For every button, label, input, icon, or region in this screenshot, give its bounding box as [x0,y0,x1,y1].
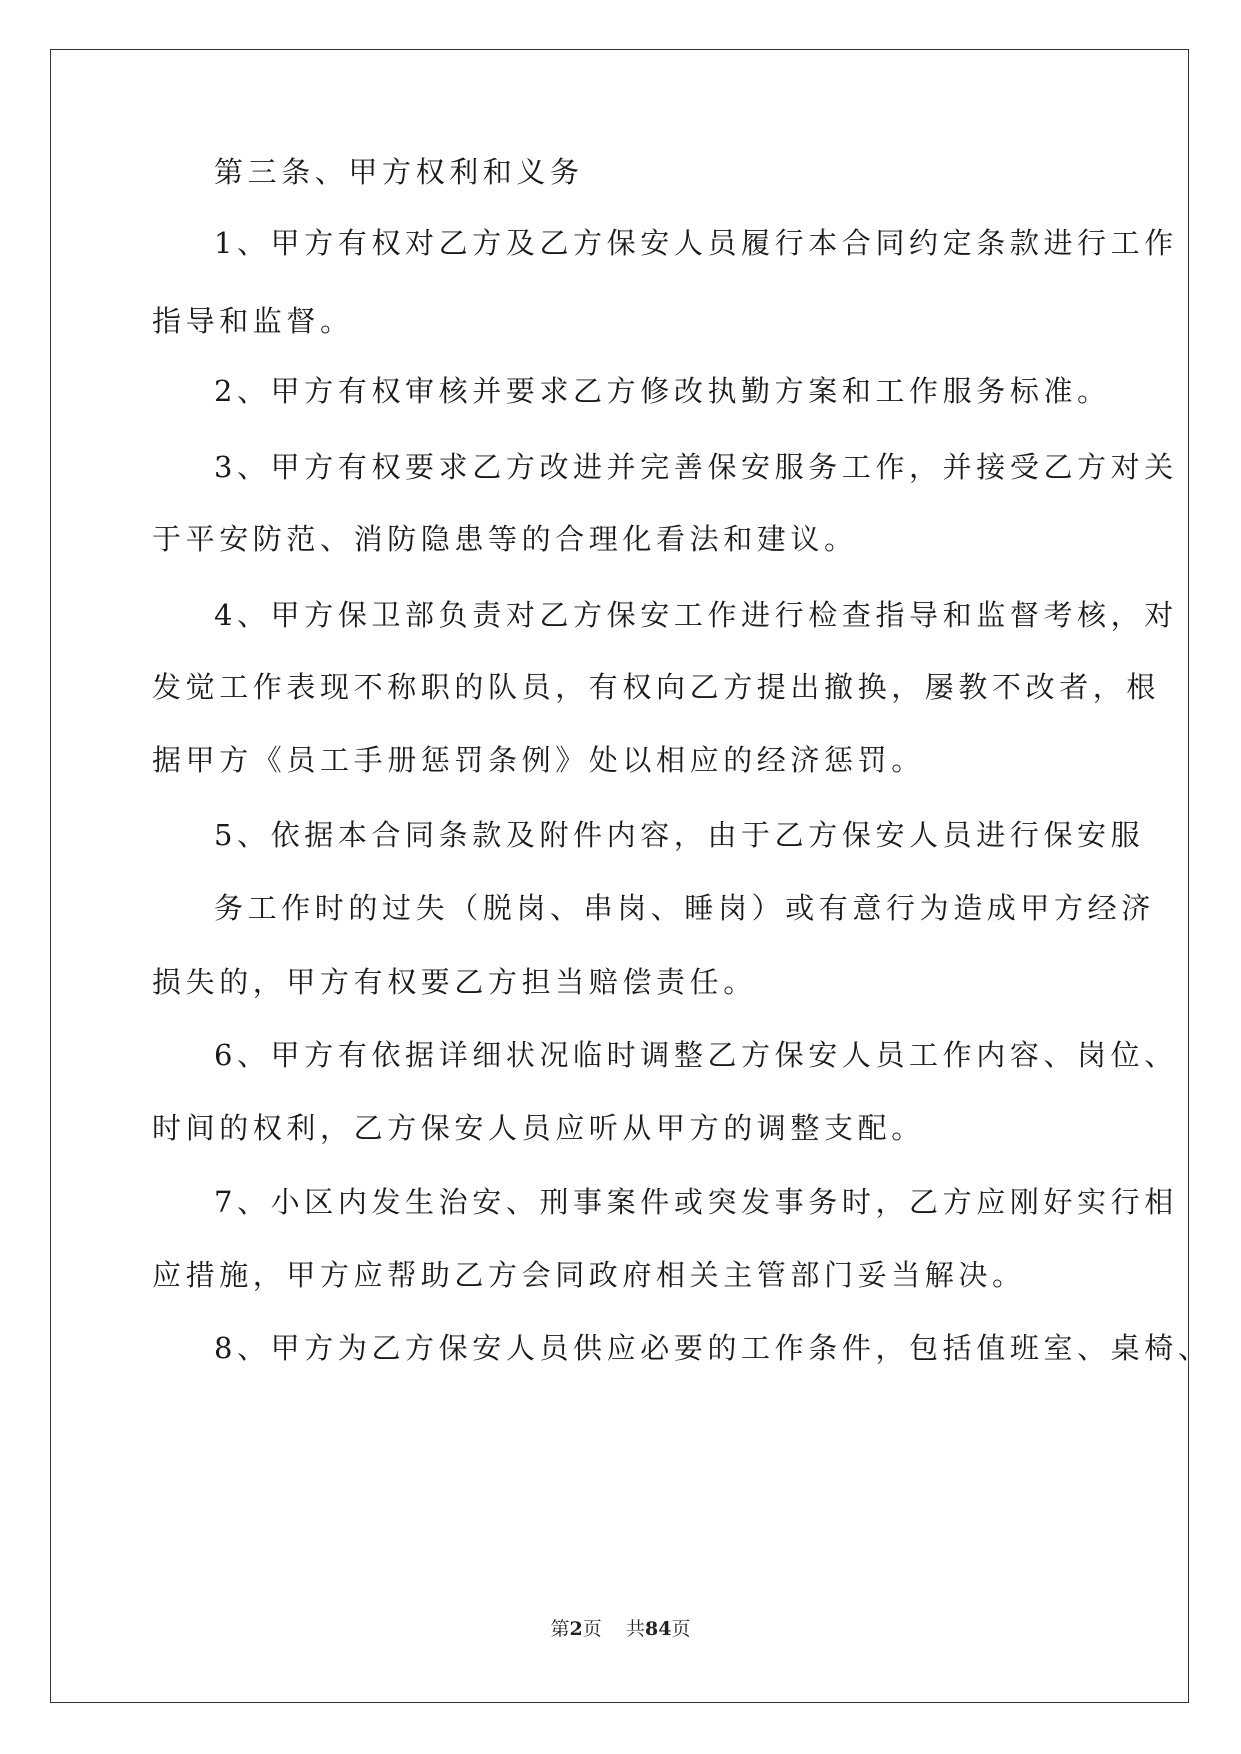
footer-total-prefix: 共 [625,1618,645,1640]
page-border [50,49,1189,1703]
paragraph-line: 发觉工作表现不称职的队员，有权向乙方提出撤换，屡教不改者，根 [152,670,1161,704]
paragraph-line: 应措施，甲方应帮助乙方会同政府相关主管部门妥当解决。 [152,1258,1026,1292]
paragraph-line: 指导和监督。 [152,304,354,338]
paragraph-line: 4、甲方保卫部负责对乙方保安工作进行检查指导和监督考核，对 [214,598,1178,632]
footer-total-suffix: 页 [671,1618,691,1640]
paragraph-line: 据甲方《员工手册惩罚条例》处以相应的经济惩罚。 [152,743,925,777]
paragraph-line: 2、甲方有权审核并要求乙方修改执勤方案和工作服务标准。 [214,374,1111,408]
footer-prefix: 第 [550,1618,570,1640]
paragraph-line: 于平安防范、消防隐患等的合理化看法和建议。 [152,522,858,556]
paragraph-line: 1、甲方有权对乙方及乙方保安人员履行本合同约定条款进行工作 [214,226,1178,260]
paragraph-line: 7、小区内发生治安、刑事案件或突发事务时，乙方应刚好实行相 [214,1185,1178,1219]
paragraph-line: 务工作时的过失（脱岗、串岗、睡岗）或有意行为造成甲方经济 [214,891,1155,925]
paragraph-line: 8、甲方为乙方保安人员供应必要的工作条件，包括值班室、桌椅、 [214,1331,1212,1365]
paragraph-line: 3、甲方有权要求乙方改进并完善保安服务工作，并接受乙方对关 [214,450,1178,484]
paragraph-line: 损失的，甲方有权要乙方担当赔偿责任。 [152,965,757,999]
footer-page-suffix: 页 [582,1618,602,1640]
paragraph-line: 5、依据本合同条款及附件内容，由于乙方保安人员进行保安服 [214,818,1145,852]
page-footer [0,1614,1241,1641]
section-heading: 第三条、甲方权利和义务 [214,155,584,189]
paragraph-line: 6、甲方有依据详细状况临时调整乙方保安人员工作内容、岗位、 [214,1038,1178,1072]
page-number: 2 [569,1618,583,1640]
paragraph-line: 时间的权利，乙方保安人员应听从甲方的调整支配。 [152,1111,925,1145]
total-pages: 84 [644,1618,672,1640]
